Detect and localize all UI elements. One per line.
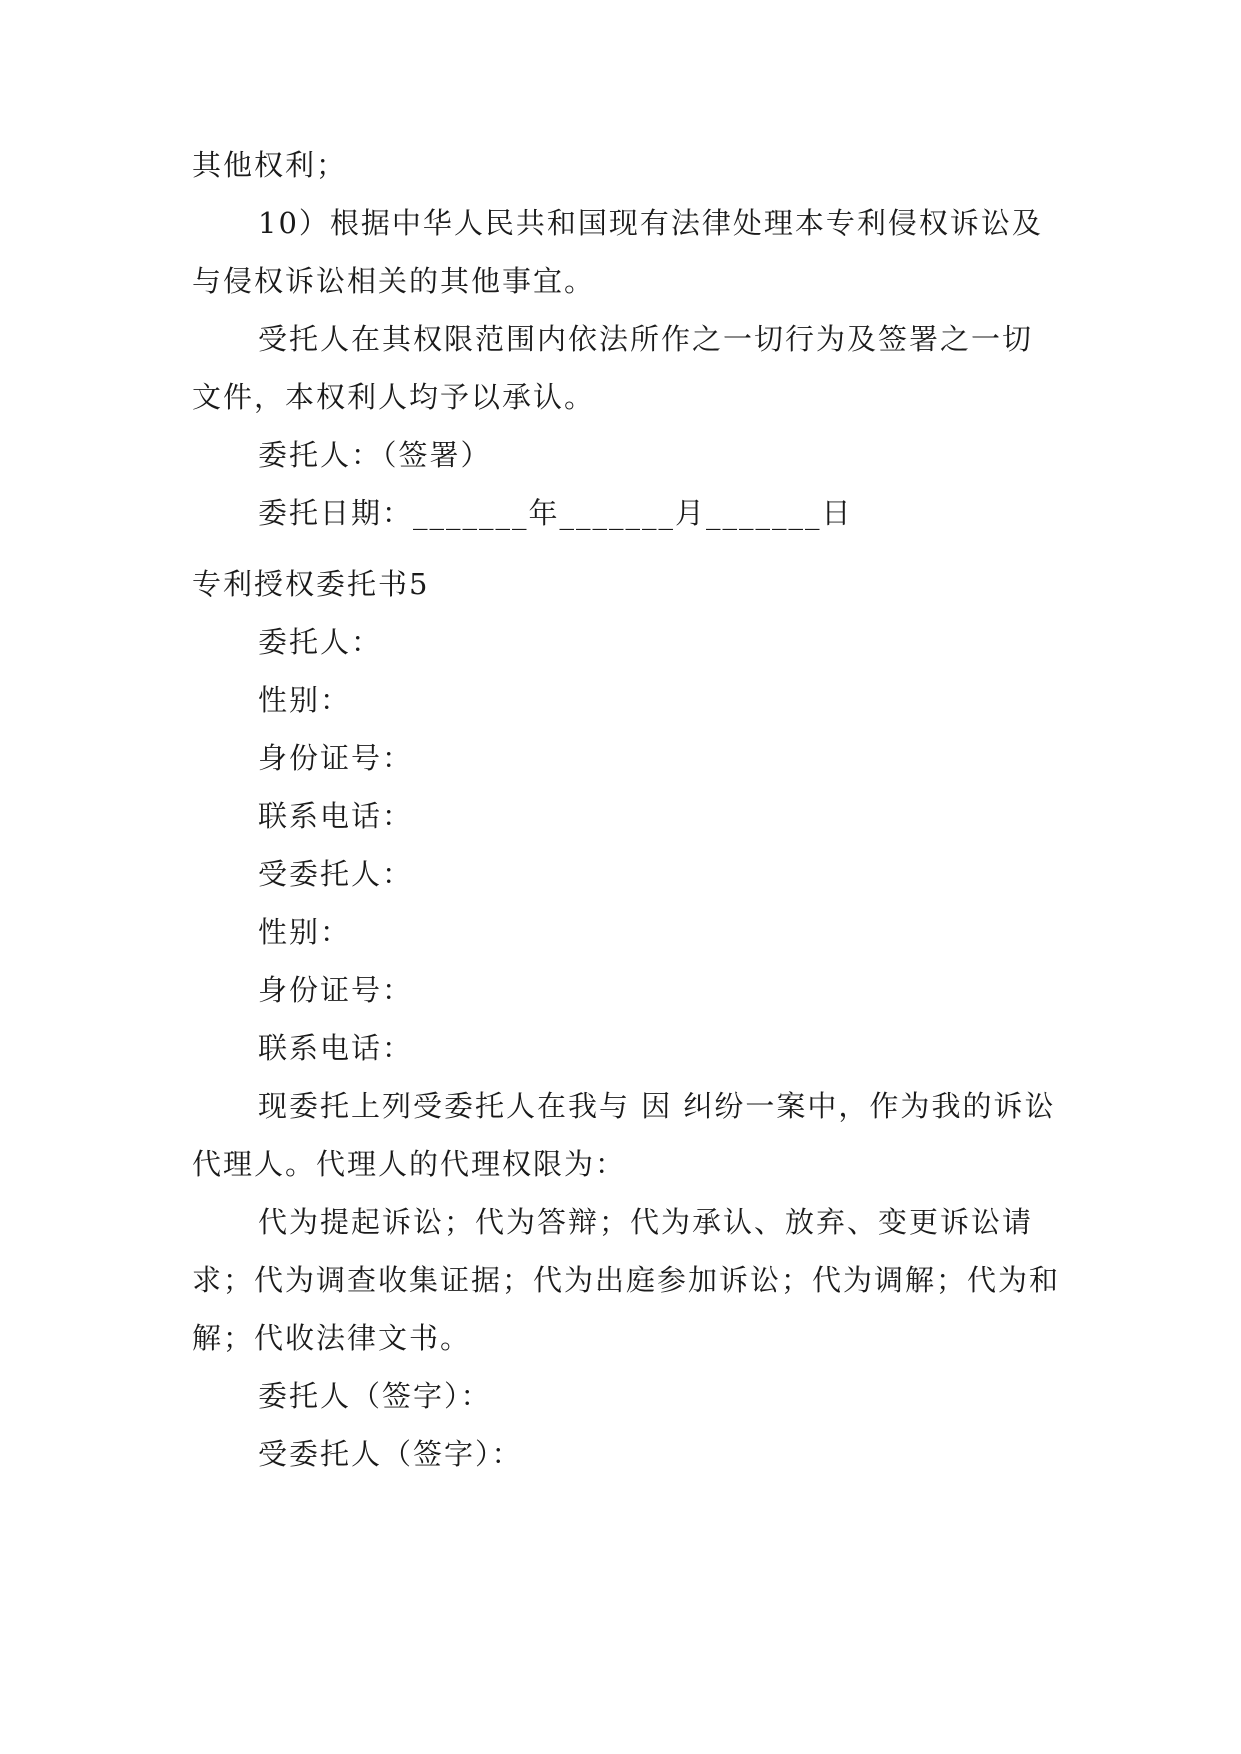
field-principal-phone: 联系电话： bbox=[258, 799, 414, 833]
acknowledgement-paragraph: 受托人在其权限范围内依法所作之一切行为及签署之一切文件，本权利人均予以承认。 bbox=[192, 322, 1034, 414]
field-agent-phone: 联系电话： bbox=[258, 1031, 414, 1065]
field-agent-id: 身份证号： bbox=[258, 973, 414, 1007]
field-principal-gender: 性别： bbox=[258, 683, 352, 717]
field-principal-id: 身份证号： bbox=[258, 741, 414, 775]
field-agent-gender: 性别： bbox=[258, 915, 352, 949]
principal-sign-line: 委托人：（签署） bbox=[258, 438, 492, 472]
agent-signature-line: 受委托人（签字）： bbox=[258, 1437, 523, 1471]
previous-document-tail bbox=[192, 136, 1062, 542]
field-principal: 委托人： bbox=[258, 625, 383, 659]
item-10-paragraph: 10）根据中华人民共和国现有法律处理本专利侵权诉讼及与侵权诉讼相关的其他事宜。 bbox=[192, 206, 1043, 298]
powers-paragraph: 代为提起诉讼；代为答辩；代为承认、放弃、变更诉讼请求；代为调查收集证据；代为出庭参加诉讼；代为调解；代为和解；代收法律文书。 bbox=[192, 1205, 1061, 1355]
entrust-date-line: 委托日期：_______年_______月_______日 bbox=[258, 496, 853, 530]
section-title: 专利授权委托书5 bbox=[192, 567, 430, 601]
principal-signature-line: 委托人（签字）： bbox=[258, 1379, 492, 1413]
field-agent: 受委托人： bbox=[258, 857, 414, 891]
continuation-line: 其他权利； bbox=[192, 148, 348, 182]
commission-paragraph: 现委托上列受委托人在我与 因 纠纷一案中，作为我的诉讼代理人。代理人的代理权限为： bbox=[192, 1089, 1056, 1181]
patent-authorization-document bbox=[192, 555, 1062, 1483]
